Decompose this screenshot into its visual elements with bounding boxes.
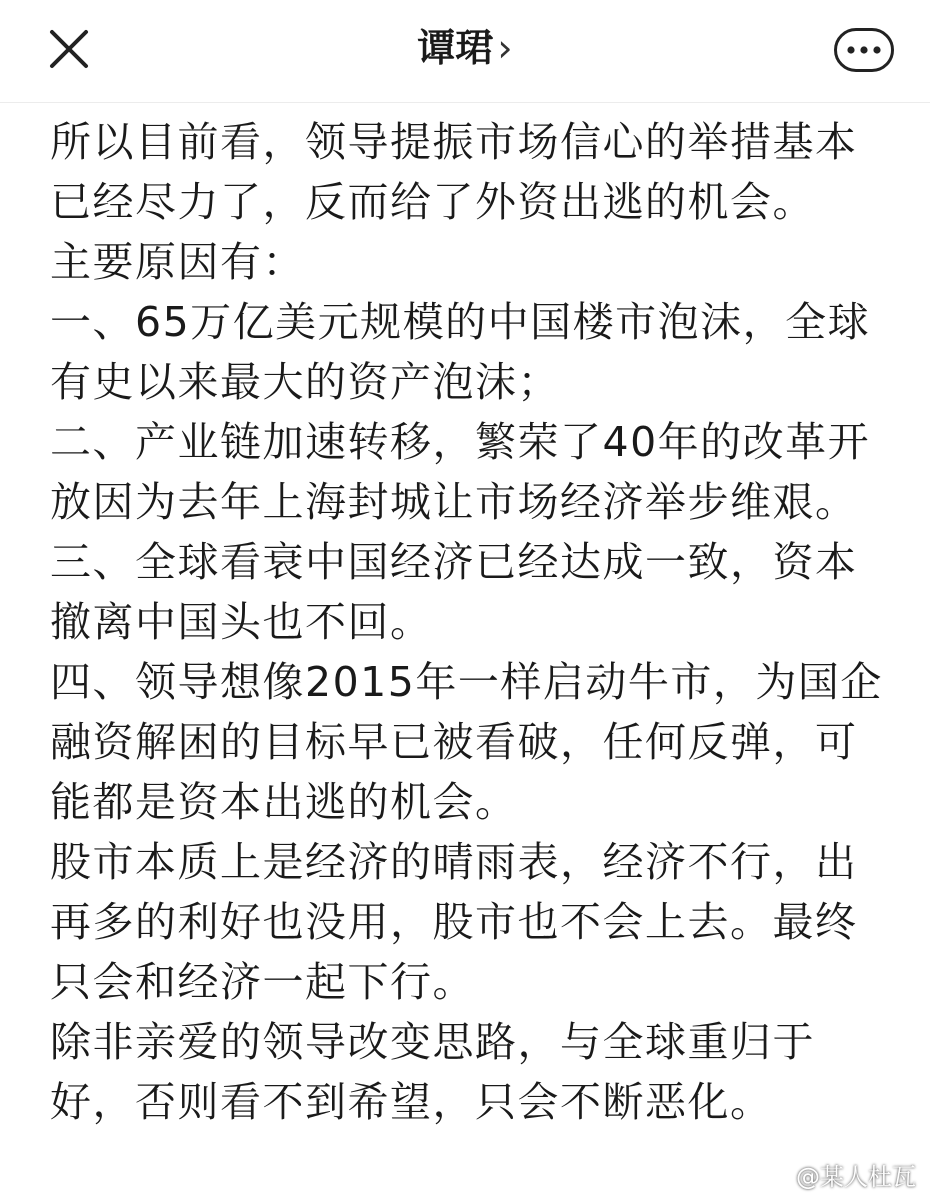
post-text-line: 二、产业链加速转移，繁荣了40年的改革开 [50,418,871,466]
post-text-line: 融资解困的目标早已被看破，任何反弹，可 [50,718,858,766]
post-text-line: 股市本质上是经济的晴雨表，经济不行，出 [50,838,858,886]
watermark [760,1157,916,1192]
post-text-line: 已经尽力了，反而给了外资出逃的机会。 [50,178,815,226]
post-text-line: 好，否则看不到希望，只会不断恶化。 [50,1078,773,1126]
post-text-line: 再多的利好也没用，股市也不会上去。最终 [50,898,858,946]
post-text-line: 撤离中国头也不回。 [50,598,433,646]
top-nav-bar [0,0,930,103]
more-options-button[interactable] [834,28,894,72]
post-text-line: 除非亲爱的领导改变思路，与全球重归于 [50,1018,815,1066]
post-text-line: 只会和经济一起下行。 [50,958,475,1006]
watermark-text: @某人杜瓦 [796,1163,916,1191]
profile-title-link[interactable] [0,22,930,74]
post-text-line: 有史以来最大的资产泡沫； [50,358,560,406]
post-text-line: 一、65万亿美元规模的中国楼市泡沫，全球 [50,298,871,346]
weibo-logo-icon [760,1163,790,1187]
page-title: 谭珺 [417,26,494,70]
post-text-line: 四、领导想像2015年一样启动牛市，为国企 [50,658,883,706]
post-text-line: 所以目前看，领导提振市场信心的举措基本 [50,118,858,166]
post-text-line: 放因为去年上海封城让市场经济举步维艰。 [50,478,858,526]
post-text-line: 三、全球看衰中国经济已经达成一致，资本 [50,538,858,586]
chevron-right-icon: › [497,26,513,70]
post-body [50,112,890,1132]
more-dots-icon [834,28,894,72]
post-text-line: 能都是资本出逃的机会。 [50,778,518,826]
post-text-line: 主要原因有： [50,238,305,286]
